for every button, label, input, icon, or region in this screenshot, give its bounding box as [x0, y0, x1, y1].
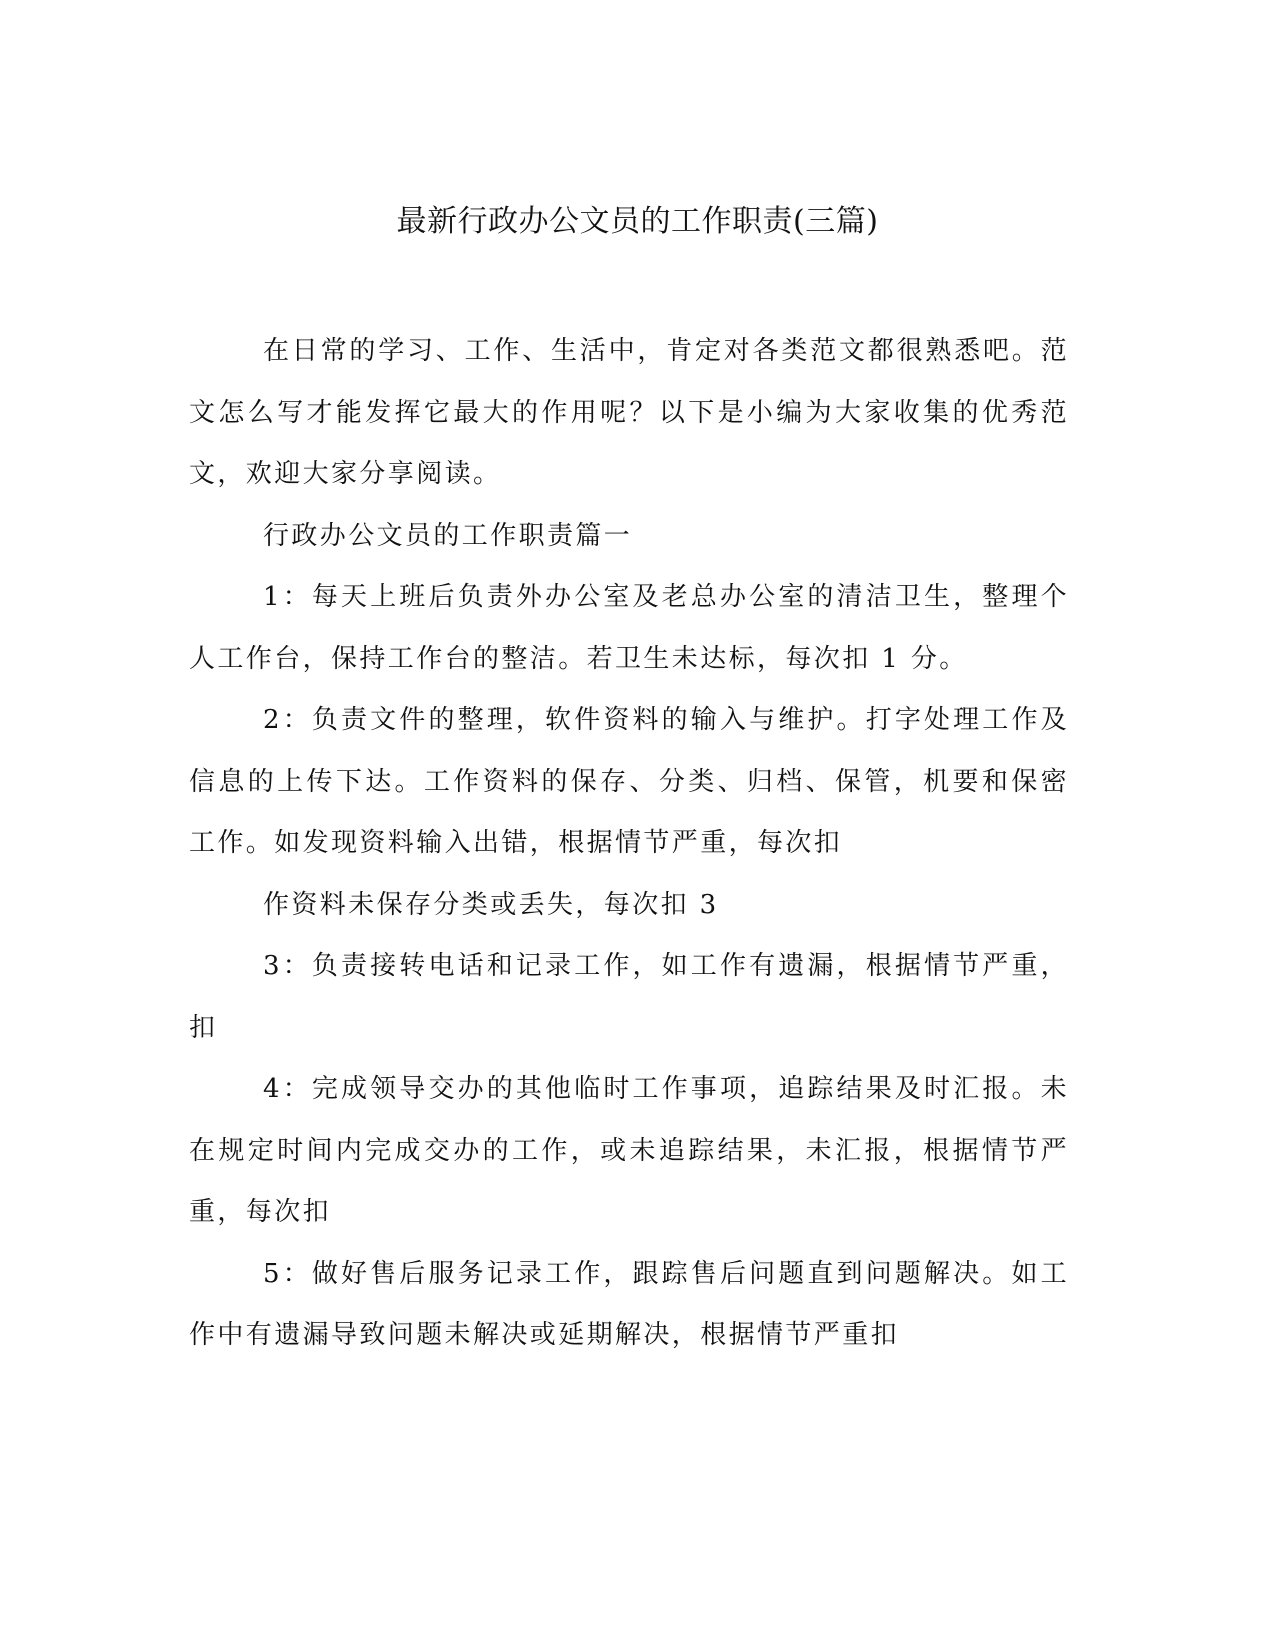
intro-paragraph: 在日常的学习、工作、生活中，肯定对各类范文都很熟悉吧。范文怎么写才能发挥它最大的作用呢？以下是小编为大家收集的优秀范文，欢迎大家分享阅读。 — [189, 336, 1069, 489]
duty-item-4: 4：完成领导交办的其他临时工作事项，追踪结果及时汇报。未在规定时间内完成交办的工作，或未追踪结果，未汇报，根据情节严重，每次扣 — [189, 1074, 1069, 1227]
duty-item-1: 1：每天上班后负责外办公室及老总办公室的清洁卫生，整理个人工作台，保持工作台的整洁。若卫生未达标，每次扣 1 分。 — [189, 582, 1069, 674]
document-title: 最新行政办公文员的工作职责(三篇) — [396, 204, 879, 239]
document-body — [189, 321, 1069, 1367]
duty-item-2-continued: 作资料未保存分类或丢失，每次扣 3 — [263, 889, 719, 920]
duty-item-2: 2：负责文件的整理，软件资料的输入与维护。打字处理工作及信息的上传下达。工作资料的保存、分类、归档、保管，机要和保密工作。如发现资料输入出错，根据情节严重，每次扣 — [189, 705, 1069, 858]
duty-item-3: 3：负责接转电话和记录工作，如工作有遗漏，根据情节严重，扣 — [189, 951, 1069, 1043]
duty-item-5: 5：做好售后服务记录工作，跟踪售后问题直到问题解决。如工作中有遗漏导致问题未解决或延期解决，根据情节严重扣 — [189, 1258, 1069, 1350]
section-heading: 行政办公文员的工作职责篇一 — [263, 520, 633, 551]
